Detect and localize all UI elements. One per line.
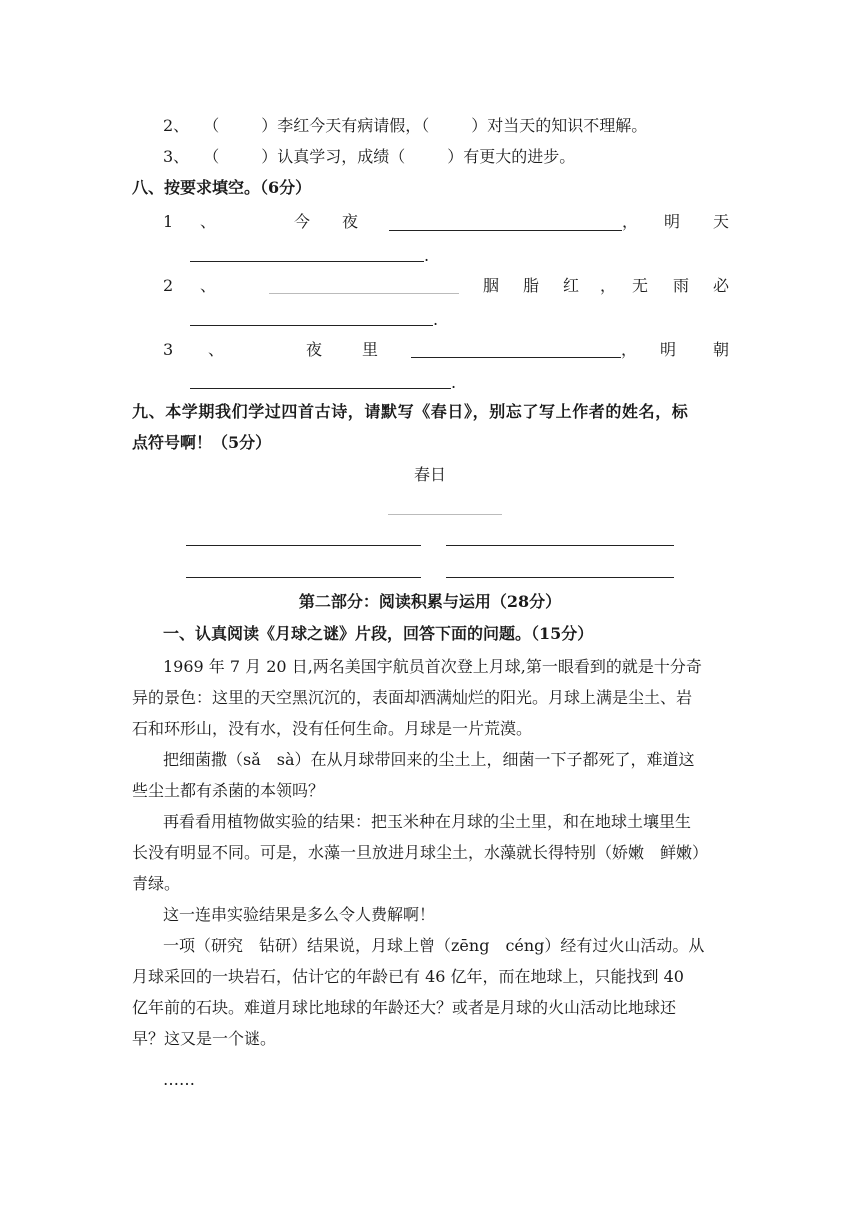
poem-title: 春日 [413, 465, 446, 484]
p1-line2: 异的景色：这里的天空黑沉沉的，表面却洒满灿烂的阳光。月球上满是尘土、岩 [132, 688, 693, 707]
s8-row3-w2: 里 [362, 340, 379, 359]
s8-row2-w1: 胭 [483, 276, 500, 295]
p5-line3: 亿年前的石块。难道月球比地球的年龄还大？或者是月球的火山活动比地球还 [132, 998, 677, 1017]
s8-row1-comma: ， [622, 212, 639, 231]
s8-row1-w4: 天 [713, 212, 730, 231]
s8-row3-blank1[interactable] [411, 357, 621, 358]
s8-row3-comma: ， [621, 340, 638, 359]
s8-row1-end: . [424, 246, 430, 265]
s8-row2-blank1[interactable] [269, 293, 459, 294]
s8-row3-num: 3 [163, 340, 174, 359]
s8-row3-w4: 朝 [713, 340, 730, 359]
s8-row2-end: . [433, 310, 439, 329]
q1-heading: 一、认真阅读《月球之谜》片段，回答下面的问题。（15分） [163, 624, 594, 643]
s8-row1-blank2[interactable] [190, 261, 424, 262]
s8-row3-w1: 夜 [306, 340, 323, 359]
s8-row1-w3: 明 [664, 212, 681, 231]
poem-line2-left[interactable] [186, 577, 421, 578]
p4-line1: 这一连串实验结果是多么令人费解啊！ [163, 905, 436, 924]
s8-row3-blank2[interactable] [190, 388, 451, 389]
p2-line1: 把细菌撒（sǎ sà）在从月球带回来的尘土上，细菌一下子都死了，难道这 [163, 750, 695, 769]
s8-row2-sep: 、 [200, 276, 217, 295]
poem-line2-right[interactable] [446, 577, 674, 578]
s8-row2-w3: 红 [563, 276, 580, 295]
s8-row1-blank1[interactable] [389, 230, 622, 231]
p3-line1: 再看看用植物做实验的结果：把玉米种在月球的尘土里，和在地球土壤里生 [163, 812, 692, 831]
s8-row3-w3: 明 [660, 340, 677, 359]
section9-heading-line2: 点符号啊！（5分） [132, 433, 272, 452]
p1-line1: 1969 年 7 月 20 日,两名美国宇航员首次登上月球,第一眼看到的就是十分奇 [163, 657, 702, 676]
p1-line3: 石和环形山，没有水，没有任何生命。月球是一片荒漠。 [132, 719, 533, 738]
ellipsis: …… [163, 1070, 195, 1089]
p2-line2: 些尘土都有杀菌的本领吗？ [132, 781, 325, 800]
s7-item2: 2、 （ ）李红今天有病请假，（ ）对当天的知识不理解。 [163, 116, 648, 135]
s8-row2-num: 2 [163, 276, 174, 295]
s8-row2-w2: 脂 [523, 276, 540, 295]
s8-row1-w2: 夜 [342, 212, 359, 231]
s8-row1-w1: 今 [294, 212, 311, 231]
s8-row1-num: 1 [163, 212, 174, 231]
poem-line1-left[interactable] [186, 545, 421, 546]
poem-line1-right[interactable] [446, 545, 674, 546]
s8-row2-w5: 雨 [673, 276, 690, 295]
p3-line3: 青绿。 [132, 874, 181, 893]
p5-line2: 月球采回的一块岩石，估计它的年龄已有 46 亿年，而在地球上，只能找到 40 [132, 967, 684, 986]
s8-row2-comma: ， [600, 276, 617, 295]
p5-line4: 早？这又是一个谜。 [132, 1029, 277, 1048]
section8-heading: 八、按要求填空。（6分） [132, 178, 312, 197]
p3-line2: 长没有明显不同。可是，水藻一旦放进月球尘土，水藻就长得特别（娇嫩 鲜嫩） [132, 843, 709, 862]
s8-row1-sep: 、 [200, 212, 217, 231]
s7-item3: 3、 （ ）认真学习，成绩（ ）有更大的进步。 [163, 147, 576, 166]
s8-row3-end: . [451, 373, 457, 392]
s8-row2-w4: 无 [632, 276, 649, 295]
p5-line1: 一项（研究 钻研）结果说，月球上曾（zēng céng）经有过火山活动。从 [163, 936, 705, 955]
poem-author-blank[interactable] [388, 514, 502, 515]
s8-row2-w6: 必 [713, 276, 730, 295]
s8-row2-blank2[interactable] [190, 325, 433, 326]
s8-row3-sep: 、 [208, 340, 225, 359]
part2-title: 第二部分：阅读积累与运用（28分） [298, 592, 562, 611]
section9-heading-line1: 九、本学期我们学过四首古诗，请默写《春日》，别忘了写上作者的姓名，标 [132, 402, 689, 421]
